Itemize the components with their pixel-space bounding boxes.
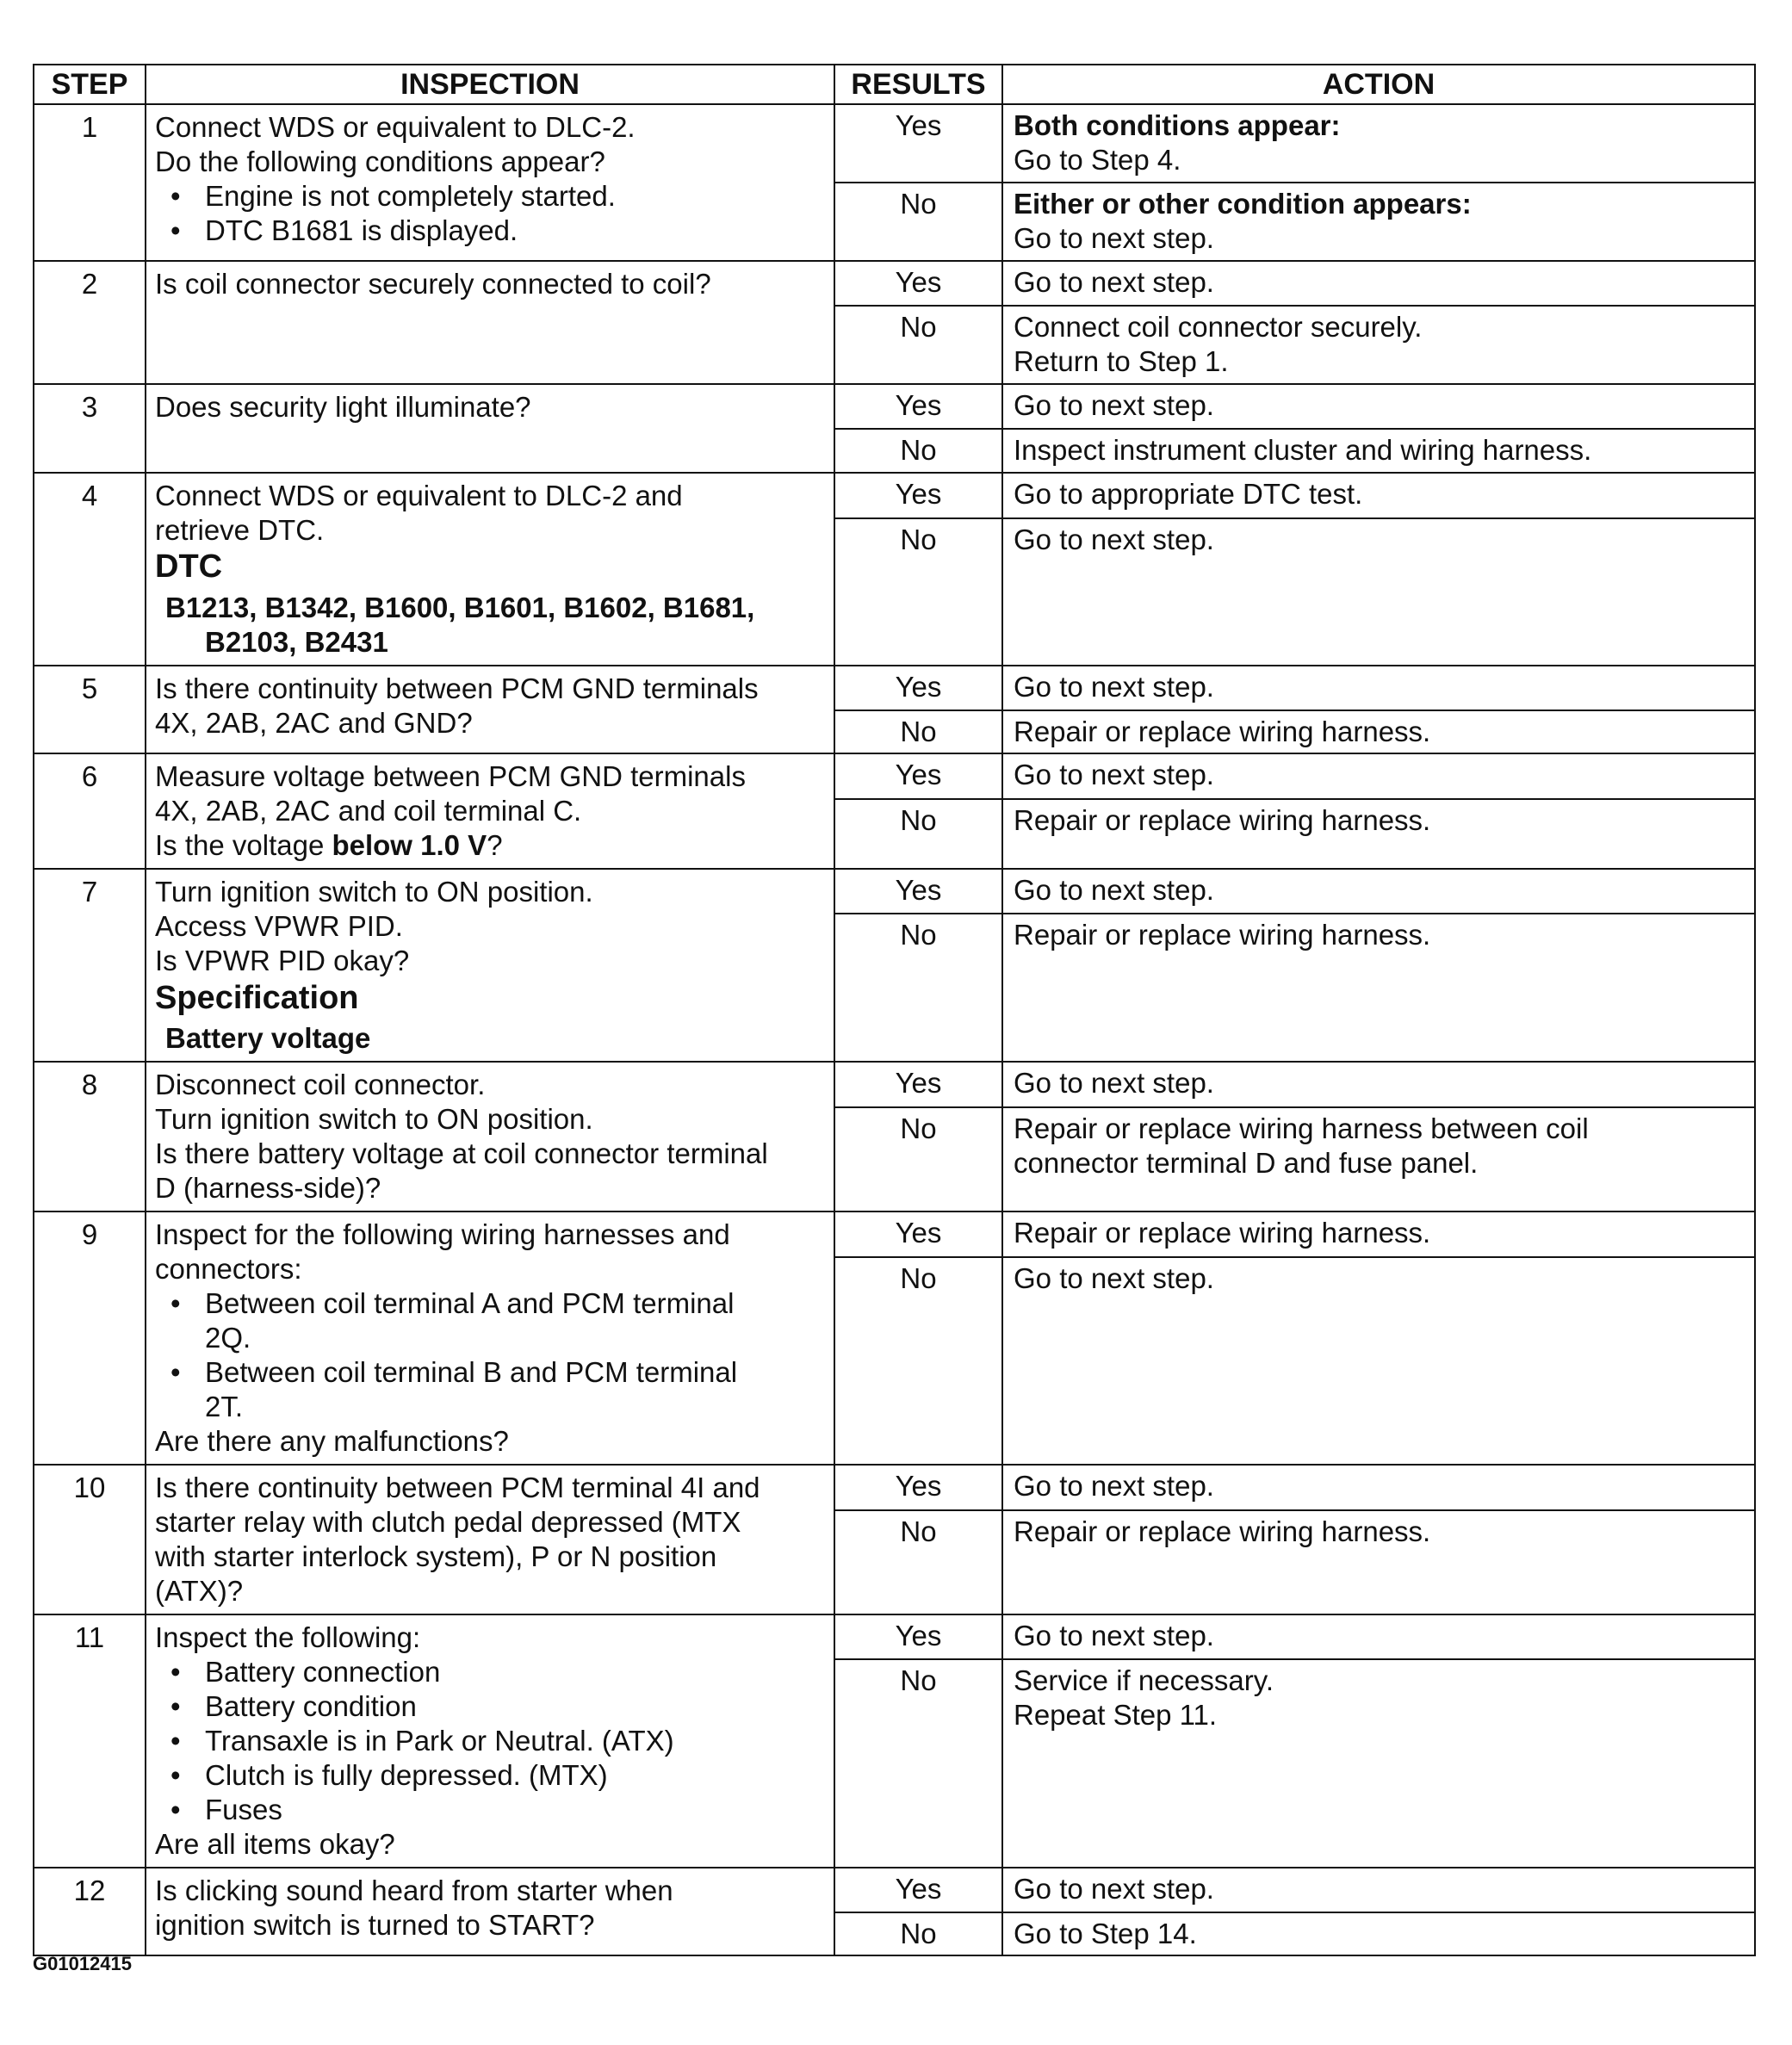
action-yes: Go to next step. xyxy=(1002,1465,1755,1510)
step-2-inspection xyxy=(146,261,834,384)
result-yes: Yes xyxy=(834,1212,1002,1257)
inspection-line: connectors: xyxy=(155,1253,302,1285)
step-7-inspection xyxy=(146,869,834,1062)
step-1-inspection xyxy=(146,104,834,261)
result-no: No xyxy=(834,914,1002,1062)
bullet-item: • Fuses xyxy=(155,1793,825,1827)
result-no: No xyxy=(834,1257,1002,1465)
step-number: 4 xyxy=(34,473,146,666)
result-no: No xyxy=(834,1107,1002,1212)
action-heading: Either or other condition appears: xyxy=(1014,188,1472,220)
inspection-line: D (harness-side)? xyxy=(155,1172,381,1204)
step-9-yes-row xyxy=(34,1212,1755,1257)
step-number: 9 xyxy=(34,1212,146,1465)
step-1-yes-row xyxy=(34,104,1755,183)
step-number: 1 xyxy=(34,104,146,261)
inspection-line: Is coil connector securely connected to coil? xyxy=(155,268,711,300)
action-yes: Go to next step. xyxy=(1002,1062,1755,1107)
action-no xyxy=(1002,1107,1755,1212)
action-text: Return to Step 1. xyxy=(1014,345,1229,377)
action-yes: Go to next step. xyxy=(1002,384,1755,429)
inspection-line: Turn ignition switch to ON position. xyxy=(155,1103,593,1135)
specification-heading: Specification xyxy=(155,980,359,1016)
inspection-line: Does security light illuminate? xyxy=(155,391,531,423)
diagnostic-table xyxy=(33,64,1756,1956)
step-9-inspection xyxy=(146,1212,834,1465)
result-yes: Yes xyxy=(834,104,1002,183)
result-no: No xyxy=(834,1510,1002,1614)
step-10-inspection xyxy=(146,1465,834,1614)
step-4-inspection xyxy=(146,473,834,666)
question-bold-value: below 1.0 V xyxy=(332,829,487,861)
result-yes: Yes xyxy=(834,666,1002,710)
action-yes: Go to next step. xyxy=(1002,869,1755,914)
action-yes: Go to appropriate DTC test. xyxy=(1002,473,1755,518)
action-no: Repair or replace wiring harness. xyxy=(1002,710,1755,753)
inspection-line: Is there battery voltage at coil connector terminal xyxy=(155,1137,768,1169)
action-no xyxy=(1002,1659,1755,1868)
action-text: Repair or replace wiring harness between coil xyxy=(1014,1112,1589,1144)
action-text: Go to next step. xyxy=(1014,222,1214,254)
action-heading: Both conditions appear: xyxy=(1014,109,1341,141)
header-step: STEP xyxy=(34,65,146,104)
inspection-line: Turn ignition switch to ON position. xyxy=(155,876,593,908)
inspection-question xyxy=(155,828,825,863)
inspection-line: 4X, 2AB, 2AC and GND? xyxy=(155,707,473,739)
figure-id-label: G01012415 xyxy=(33,1953,132,1974)
action-yes: Go to next step. xyxy=(1002,261,1755,306)
action-no: Go to next step. xyxy=(1002,1257,1755,1465)
inspection-line: Inspect for the following wiring harnesses and xyxy=(155,1218,730,1250)
step-3-inspection xyxy=(146,384,834,473)
step-12-inspection xyxy=(146,1868,834,1955)
result-no: No xyxy=(834,1659,1002,1868)
step-11-yes-row xyxy=(34,1614,1755,1659)
inspection-line: Access VPWR PID. xyxy=(155,910,403,942)
step-number: 5 xyxy=(34,666,146,753)
inspection-line: starter relay with clutch pedal depressed (MTX xyxy=(155,1506,741,1538)
result-yes: Yes xyxy=(834,1465,1002,1510)
action-yes: Go to next step. xyxy=(1002,753,1755,799)
result-no: No xyxy=(834,183,1002,261)
result-no: No xyxy=(834,799,1002,869)
result-yes: Yes xyxy=(834,869,1002,914)
specification-value: Battery voltage xyxy=(165,1022,371,1054)
action-yes: Repair or replace wiring harness. xyxy=(1002,1212,1755,1257)
dtc-codes: B2103, B2431 xyxy=(205,626,388,658)
inspection-line: 4X, 2AB, 2AC and coil terminal C. xyxy=(155,795,582,827)
step-8-inspection xyxy=(146,1062,834,1212)
action-no: Inspect instrument cluster and wiring harness. xyxy=(1002,429,1755,473)
step-number: 2 xyxy=(34,261,146,384)
step-5-inspection xyxy=(146,666,834,753)
step-6-inspection xyxy=(146,753,834,869)
action-no: Go to next step. xyxy=(1002,518,1755,666)
inspection-question: Are there any malfunctions? xyxy=(155,1425,509,1457)
header-inspection: INSPECTION xyxy=(146,65,834,104)
bullet-item-continuation: 2Q. xyxy=(205,1322,251,1354)
question-end: ? xyxy=(487,829,503,861)
action-no: Repair or replace wiring harness. xyxy=(1002,914,1755,1062)
table-header xyxy=(34,65,1755,104)
inspection-line: Is there continuity between PCM terminal 4I and xyxy=(155,1472,760,1503)
question-text: Is the voltage xyxy=(155,829,332,861)
result-yes: Yes xyxy=(834,384,1002,429)
result-yes: Yes xyxy=(834,261,1002,306)
action-text: Connect coil connector securely. xyxy=(1014,311,1423,343)
dtc-codes: B1213, B1342, B1600, B1601, B1602, B1681, xyxy=(165,592,755,623)
inspection-line: Disconnect coil connector. xyxy=(155,1069,486,1100)
inspection-line: Connect WDS or equivalent to DLC-2. xyxy=(155,111,636,143)
result-yes: Yes xyxy=(834,473,1002,518)
inspection-line: Is clicking sound heard from starter when xyxy=(155,1875,673,1906)
inspection-question: Are all items okay? xyxy=(155,1828,395,1860)
step-number: 7 xyxy=(34,869,146,1062)
step-3-yes-row xyxy=(34,384,1755,429)
step-number: 10 xyxy=(34,1465,146,1614)
action-yes: Go to next step. xyxy=(1002,666,1755,710)
bullet-item: • Engine is not completely started. xyxy=(155,179,825,214)
inspection-line: Is VPWR PID okay? xyxy=(155,945,410,976)
step-number: 12 xyxy=(34,1868,146,1955)
step-7-yes-row xyxy=(34,869,1755,914)
step-number: 3 xyxy=(34,384,146,473)
inspection-line: (ATX)? xyxy=(155,1575,244,1607)
inspection-line: ignition switch is turned to START? xyxy=(155,1909,595,1941)
action-no xyxy=(1002,183,1755,261)
bullet-item: • Clutch is fully depressed. (MTX) xyxy=(155,1758,825,1793)
action-text: Repeat Step 11. xyxy=(1014,1699,1218,1732)
inspection-line: Connect WDS or equivalent to DLC-2 and xyxy=(155,480,683,511)
action-yes: Go to next step. xyxy=(1002,1614,1755,1659)
action-text: Service if necessary. xyxy=(1014,1664,1274,1697)
header-action: ACTION xyxy=(1002,65,1755,104)
inspection-line: Inspect the following: xyxy=(155,1621,421,1653)
result-no: No xyxy=(834,1912,1002,1955)
step-number: 6 xyxy=(34,753,146,869)
step-8-yes-row xyxy=(34,1062,1755,1107)
step-10-yes-row xyxy=(34,1465,1755,1510)
result-no: No xyxy=(834,306,1002,384)
inspection-line: with starter interlock system), P or N position xyxy=(155,1540,717,1572)
step-4-yes-row xyxy=(34,473,1755,518)
result-yes: Yes xyxy=(834,1868,1002,1912)
action-no: Repair or replace wiring harness. xyxy=(1002,799,1755,869)
step-2-yes-row xyxy=(34,261,1755,306)
step-12-yes-row xyxy=(34,1868,1755,1912)
result-no: No xyxy=(834,429,1002,473)
inspection-line: Do the following conditions appear? xyxy=(155,146,605,177)
action-yes: Go to next step. xyxy=(1002,1868,1755,1912)
bullet-item: • Battery condition xyxy=(155,1689,825,1724)
action-no xyxy=(1002,306,1755,384)
step-number: 11 xyxy=(34,1614,146,1868)
action-no: Repair or replace wiring harness. xyxy=(1002,1510,1755,1614)
result-yes: Yes xyxy=(834,1062,1002,1107)
bullet-item: • DTC B1681 is displayed. xyxy=(155,214,825,248)
step-5-yes-row xyxy=(34,666,1755,710)
result-no: No xyxy=(834,518,1002,666)
header-results: RESULTS xyxy=(834,65,1002,104)
bullet-item: • Battery connection xyxy=(155,1655,825,1689)
bullet-item: • Between coil terminal A and PCM terminal xyxy=(155,1286,825,1321)
step-11-inspection xyxy=(146,1614,834,1868)
bullet-item-continuation: 2T. xyxy=(205,1391,244,1422)
inspection-line: Is there continuity between PCM GND terminals xyxy=(155,672,759,704)
action-no: Go to Step 14. xyxy=(1002,1912,1755,1955)
action-text: Go to Step 4. xyxy=(1014,144,1181,176)
inspection-line: retrieve DTC. xyxy=(155,514,325,546)
result-yes: Yes xyxy=(834,753,1002,799)
inspection-line: Measure voltage between PCM GND terminals xyxy=(155,760,746,792)
action-yes xyxy=(1002,104,1755,183)
step-6-yes-row xyxy=(34,753,1755,799)
step-number: 8 xyxy=(34,1062,146,1212)
action-text: connector terminal D and fuse panel. xyxy=(1014,1146,1479,1179)
bullet-item: • Between coil terminal B and PCM terminal xyxy=(155,1355,825,1390)
bullet-item: • Transaxle is in Park or Neutral. (ATX) xyxy=(155,1724,825,1758)
result-yes: Yes xyxy=(834,1614,1002,1659)
result-no: No xyxy=(834,710,1002,753)
dtc-heading: DTC xyxy=(155,548,223,585)
